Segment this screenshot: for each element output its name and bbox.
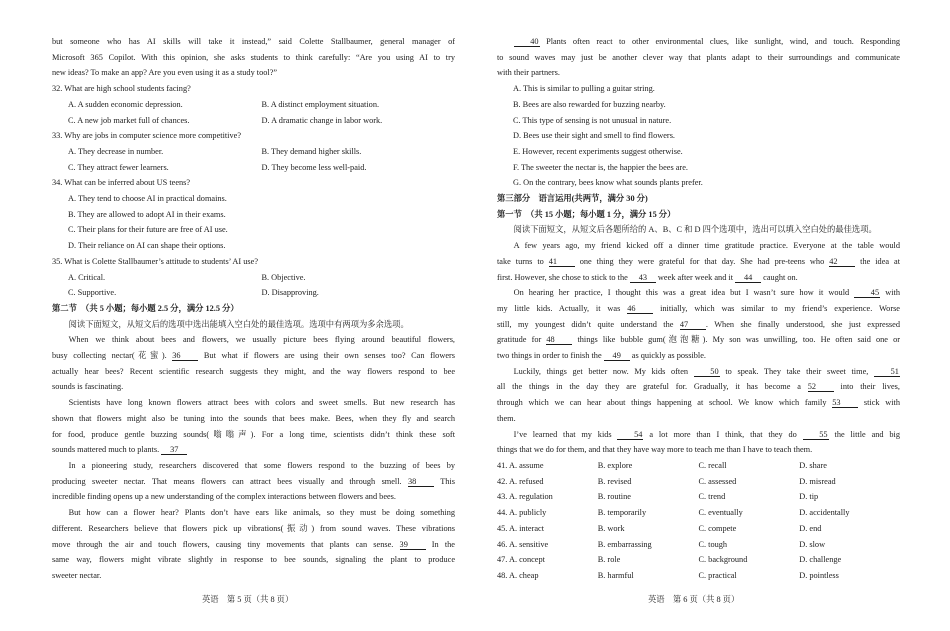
choice-row-46 <box>497 537 900 553</box>
choice-option: B. temporarily <box>597 508 647 518</box>
passage-line: sweeter nectar. <box>52 570 102 580</box>
choice-option: C. trend <box>698 492 726 502</box>
option-d: D. Their reliance on AI can shape their options. <box>68 241 226 251</box>
choice-option: D. pointless <box>799 570 839 580</box>
choice-option: B. revised <box>597 476 632 486</box>
choice-option: D. slow <box>799 539 826 549</box>
option-c: C. They attract fewer learners. <box>68 162 169 172</box>
passage-line: two things in order to finish the 49 as quickly as possible. <box>497 351 706 361</box>
choice-option: C. background <box>698 555 748 565</box>
blank-46: 46 <box>627 304 653 314</box>
option-e: E. However, recent experiments suggest otherwise. <box>513 146 683 156</box>
choice-option: 46. A. sensitive <box>497 539 549 549</box>
choice-option: C. tough <box>698 539 728 549</box>
option-b: B. Bees are also rewarded for buzzing nearby. <box>513 99 666 109</box>
option-a: A. This is similar to pulling a guitar string. <box>513 84 655 94</box>
choice-option: B. embarrassing <box>597 539 652 549</box>
passage-line: new ideas? To make an app? Are you even using it as a study tool?” <box>52 68 278 78</box>
choice-row-47 <box>497 552 900 568</box>
question-34-stem: 34. What can be inferred about US teens? <box>52 178 191 188</box>
choice-option: B. explore <box>597 460 633 470</box>
page-footer-left: 英语 第 5 页（共 8 页） <box>202 595 294 604</box>
choice-option: 44. A. publicly <box>497 508 547 518</box>
choice-option: D. share <box>799 460 827 470</box>
passage-line: take turns to 41 one thing they were grateful for that day. She had pre-teens who 42 the idea at <box>497 256 900 266</box>
blank-50: 50 <box>694 367 720 377</box>
blank-40: 40 <box>514 37 540 47</box>
option-a: A. A sudden economic depression. <box>68 99 183 109</box>
passage-line: with their partners. <box>497 68 560 78</box>
blank-43: 43 <box>630 273 656 283</box>
choice-option: D. end <box>799 523 822 533</box>
blank-37: 37 <box>161 445 187 455</box>
passage-line: first. However, she chose to stick to the 43 week after week and it 44 caught on. <box>497 272 798 282</box>
question-35-stem: 35. What is Colette Stallbaumer’s attitude to students’ AI use? <box>52 256 259 266</box>
choice-option: D. accidentally <box>799 508 850 518</box>
passage-line: move through the air and touch flowers, causing tiny movements that plants can sense. 39 In the <box>52 539 455 549</box>
option-a: A. They tend to choose AI in practical domains. <box>68 194 227 204</box>
question-33-options-row <box>52 144 455 160</box>
passage-line: to sound waves may just be another clever way that plants adapt to their surroundings and communicate <box>497 52 900 62</box>
choice-option: 48. A. cheap <box>497 570 539 580</box>
blank-47: 47 <box>680 320 706 330</box>
blank-51: 51 <box>874 367 900 377</box>
passage-line: Luckily, things get better now. My kids often 50 to speak. They take their sweet time, 51 <box>513 366 899 376</box>
question-32-options-row <box>52 97 455 113</box>
passage-line: actually hear bees? Recent scientific research suggests they might, and the way flowers respond to bee <box>52 366 455 376</box>
blank-54: 54 <box>617 430 643 440</box>
section-2-heading: 第二节 （共 5 小题；每小题 2.5 分，满分 12.5 分） <box>52 303 239 313</box>
passage-line: all the things in the day they are grateful for. Gradually, it has become a 52 into their lives, <box>497 382 900 392</box>
blank-53: 53 <box>832 398 858 408</box>
option-c: C. This type of sensing is not unusual in nature. <box>513 115 672 125</box>
passage-line: incredible finding opens up a new understanding of the complex interactions between flowers and bees. <box>52 492 396 502</box>
blank-39: 39 <box>400 540 426 550</box>
option-d: D. They become less well-paid. <box>261 162 367 172</box>
option-f: F. The sweeter the nectar is, the happier the bees are. <box>513 162 688 172</box>
blank-44: 44 <box>735 273 761 283</box>
passage-line: I’ve learned that my kids 54 a lot more than I think, that they do 55 the little and big <box>513 429 900 439</box>
passage-line: still, my youngest didn’t quite understand the 47 . When she finally understood, she just expressed <box>497 319 900 329</box>
passage-line: but someone who has AI skills will take it instead,” said Colette Stallbaumer, general manager of <box>52 37 455 46</box>
choice-option: D. tip <box>799 492 819 502</box>
blank-41: 41 <box>549 257 575 267</box>
passage-line: gratitude for 48 things like bubble gum(泡泡糖). My son was unwilling, too. He often said one or <box>497 335 900 345</box>
choice-option: D. misread <box>799 476 836 486</box>
choice-option: 45. A. interact <box>497 523 545 533</box>
blank-48: 48 <box>546 335 572 345</box>
choice-option: B. harmful <box>597 570 634 580</box>
blank-49: 49 <box>604 351 630 361</box>
question-32-stem: 32. What are high school students facing? <box>52 84 191 94</box>
blank-52: 52 <box>808 382 834 392</box>
passage-line: through which we can hear about things happening at school. We know which family 53 stick with <box>497 398 900 408</box>
section-1-instruction: 阅读下面短文，从短文后各题所给的 A、B、C 和 D 四个选项中，选出可以填入空白处的最佳选项。 <box>513 225 877 235</box>
right-column <box>497 34 900 584</box>
left-column <box>52 34 455 584</box>
blank-42: 42 <box>829 257 855 267</box>
part-3-heading: 第三部分 语言运用(共两节，满分 30 分) <box>497 194 648 204</box>
option-c: C. Supportive. <box>68 288 117 298</box>
passage-line: sounds is fascinating. <box>52 382 124 392</box>
option-b: B. They demand higher skills. <box>261 146 362 156</box>
passage-line: When we think about bees and flowers, we usually picture bees flying around beautiful flowers, <box>68 335 455 345</box>
passage-line: Scientists have long known flowers attract bees with colors and sweet smells. But new research has <box>68 398 455 408</box>
passage-line: same way, flowers might vibrate slightly in response to bee sounds, signaling the plant to produce <box>52 555 455 565</box>
section-2-instruction: 阅读下面短文，从短文后的选项中选出能填入空白处的最佳选项。选项中有两项为多余选项。 <box>68 319 409 329</box>
choice-option: B. routine <box>597 492 631 502</box>
passage-line: But how can a flower hear? Plants don’t have ears like animals, so they must be doing something <box>68 508 455 518</box>
choice-row-45 <box>497 521 900 537</box>
passage-line: for food, produce gentle buzzing sounds(嗡嗡声). For a long time, scientists didn’t think these soft <box>52 429 455 439</box>
question-33-stem: 33. Why are jobs in computer science more competitive? <box>52 131 241 141</box>
passage-line: them. <box>497 413 516 423</box>
choice-row-48 <box>497 568 900 584</box>
choice-row-43 <box>497 489 900 505</box>
option-b: B. A distinct employment situation. <box>261 99 380 109</box>
choice-option: 41. A. assume <box>497 460 544 470</box>
option-d: D. A dramatic change in labor work. <box>261 115 383 125</box>
question-35-options-row <box>52 285 455 301</box>
option-c: C. A new job market full of chances. <box>68 115 190 125</box>
choice-option: B. work <box>597 523 625 533</box>
passage-line: 40 Plants often react to other environmental clues, like sunlight, wind, and touch. Responding <box>497 34 900 50</box>
passage-line: sounds mattered much to plants. 37 <box>52 442 455 458</box>
choice-option: C. compete <box>698 523 737 533</box>
question-35-options-row <box>52 270 455 286</box>
blank-36: 36 <box>172 351 198 361</box>
blank-45: 45 <box>854 288 880 298</box>
choice-option: 43. A. regulation <box>497 492 553 502</box>
question-33-options-row <box>52 160 455 176</box>
choice-option: C. assessed <box>698 476 737 486</box>
cloze-choices <box>497 458 900 584</box>
option-a: A. Critical. <box>68 272 106 282</box>
option-c: C. Their plans for their future are free of AI use. <box>68 225 228 235</box>
passage-line: my little kids. Actually, it was 46 initially, which was similar to my friend’s experience. Worse <box>497 303 900 313</box>
option-a: A. They decrease in number. <box>68 146 164 156</box>
choice-row-41 <box>497 458 900 474</box>
option-b: B. They are allowed to adopt AI in their exams. <box>68 209 226 219</box>
blank-55: 55 <box>803 430 829 440</box>
choice-option: 47. A. concept <box>497 555 545 565</box>
choice-option: D. challenge <box>799 555 842 565</box>
passage-line: busy collecting nectar(花蜜). 36 But what if flowers are using their own senses too? Can flowers <box>52 351 455 361</box>
passage-line: shown that flowers might also be tuning into the sounds that bees make. Bees, when they fly and search <box>52 413 455 423</box>
passage-line: Microsoft 365 Copilot. With this opinion, she asks students to think carefully: “Are you using AI to try <box>52 52 455 62</box>
option-d: D. Bees use their sight and smell to find flowers. <box>513 131 675 141</box>
passage-line: different. Researchers believe that flowers pick up vibrations(振动) from sound waves. These vibrations <box>52 523 455 533</box>
passage-line: producing sweeter nectar. That means flowers can attract bees visually and through smell. 38 This <box>52 476 455 486</box>
choice-option: 42. A. refused <box>497 476 544 486</box>
choice-option: C. recall <box>698 460 727 470</box>
passage-line: On hearing her practice, I thought this was a great idea but I wasn’t sure how it would 45 with <box>513 288 900 298</box>
page-footer-right: 英语 第 6 页（共 8 页） <box>648 595 740 604</box>
passage-line: things that we do for them, and that they have way more to teach me than I have to teach them. <box>497 445 813 455</box>
option-d: D. Disapproving. <box>261 288 319 298</box>
choice-option: C. practical <box>698 570 737 580</box>
passage-line: A few years ago, my friend kicked off a dinner time gratitude practice. Everyone at the table would <box>513 241 900 251</box>
choice-option: C. eventually <box>698 508 743 518</box>
section-1-heading: 第一节 （共 15 小题；每小题 1 分，满分 15 分） <box>497 209 676 219</box>
choice-row-42 <box>497 474 900 490</box>
choice-row-44 <box>497 505 900 521</box>
passage-line: In a pioneering study, researchers discovered that some flowers respond to the buzzing of bees by <box>68 460 455 470</box>
option-g: G. On the contrary, bees know what sounds plants prefer. <box>513 178 703 188</box>
question-32-options-row <box>52 113 455 129</box>
option-b: B. Objective. <box>261 272 306 282</box>
blank-38: 38 <box>408 477 434 487</box>
choice-option: B. role <box>597 555 621 565</box>
